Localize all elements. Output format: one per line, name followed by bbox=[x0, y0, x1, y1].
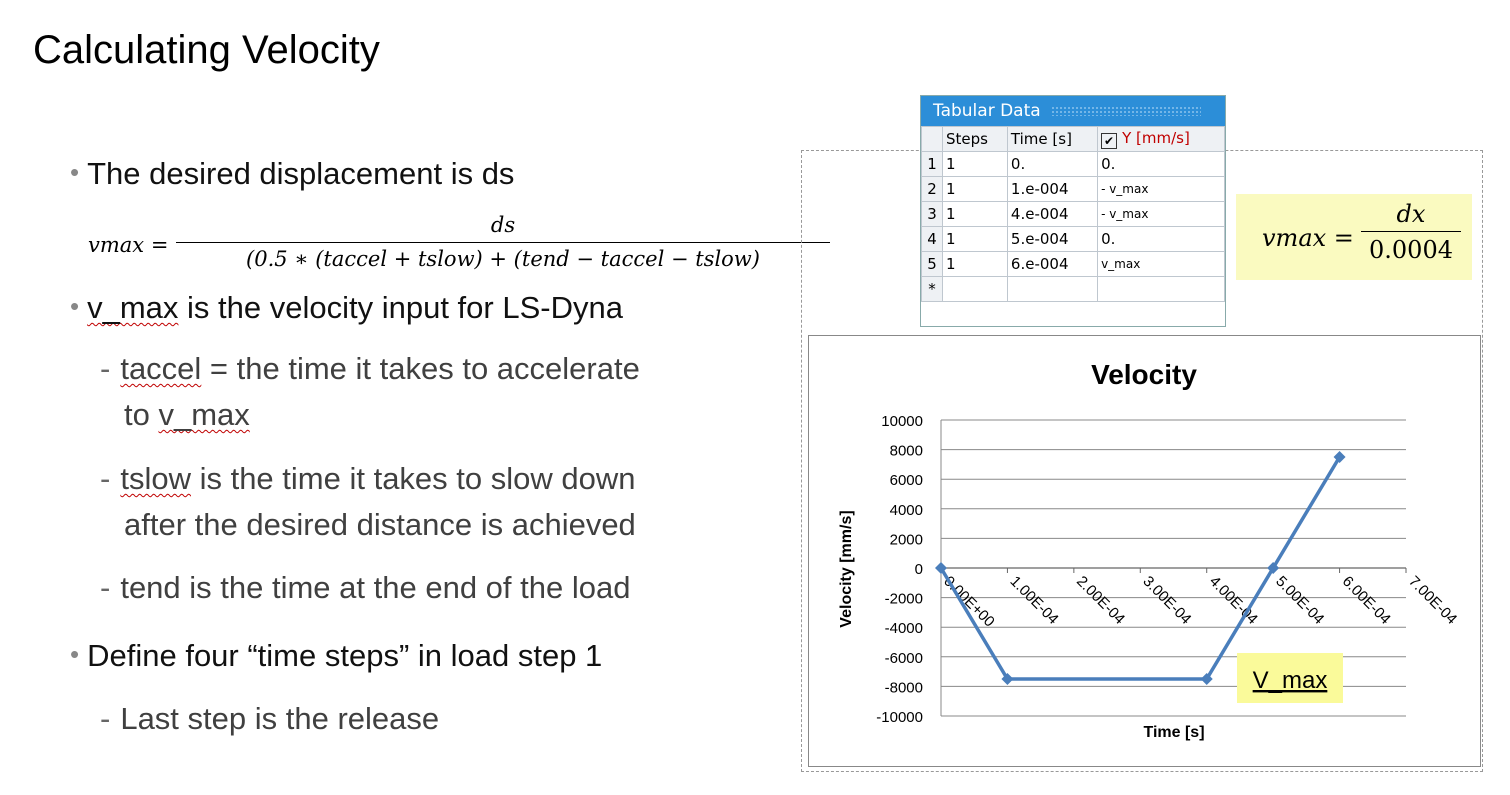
table-cell-y[interactable]: - v_max bbox=[1098, 202, 1225, 227]
velocity-chart bbox=[808, 335, 1481, 767]
new-row-marker: * bbox=[922, 277, 943, 302]
vmax-lhs: vmax = bbox=[1262, 224, 1354, 252]
table-row[interactable] bbox=[922, 227, 1225, 252]
x-tick-label: 1.00E-04 bbox=[1006, 572, 1062, 628]
table-row[interactable] bbox=[922, 152, 1225, 177]
sub-bullet-tslow: - tslow is the time it takes to slow down after the desired distance is achieved bbox=[100, 461, 636, 542]
col-header-steps[interactable]: Steps bbox=[943, 127, 1008, 152]
title-grip-pattern bbox=[1051, 106, 1201, 116]
formula-denominator: (0.5 ∗ (taccel + tslow) + (tend − taccel − tslow) bbox=[246, 247, 760, 271]
x-tick-label: 6.00E-04 bbox=[1338, 572, 1394, 628]
y-tick-label: 6000 bbox=[889, 472, 923, 490]
x-tick-label: 7.00E-04 bbox=[1405, 572, 1461, 628]
y-tick-label: 2000 bbox=[889, 531, 923, 549]
bullet-time-steps: • Define four “time steps” in load step 1 bbox=[70, 638, 603, 673]
row-number: 2 bbox=[922, 177, 943, 202]
vmax-fraction bbox=[1361, 200, 1461, 264]
table-cell-time[interactable]: 4.e-004 bbox=[1007, 202, 1097, 227]
row-number: 4 bbox=[922, 227, 943, 252]
table-cell-time[interactable]: 5.e-004 bbox=[1007, 227, 1097, 252]
tabular-data-grid bbox=[921, 126, 1225, 302]
corner-cell bbox=[922, 127, 943, 152]
table-cell-step[interactable]: 1 bbox=[943, 227, 1008, 252]
table-cell-step[interactable]: 1 bbox=[943, 152, 1008, 177]
bullet-vmax: • v_max is the velocity input for LS-Dyna bbox=[70, 290, 623, 325]
sub-bullet-tend: - tend is the time at the end of the load bbox=[100, 570, 631, 605]
x-tick-label: 4.00E-04 bbox=[1205, 572, 1261, 628]
table-cell[interactable] bbox=[1007, 277, 1097, 302]
table-cell-y[interactable]: 0. bbox=[1098, 152, 1225, 177]
table-row[interactable] bbox=[922, 202, 1225, 227]
table-cell-time[interactable]: 0. bbox=[1007, 152, 1097, 177]
chart-canvas bbox=[809, 336, 1480, 766]
table-cell-step[interactable]: 1 bbox=[943, 177, 1008, 202]
y-tick-label: 0 bbox=[914, 561, 923, 578]
x-tick-label: 0.00E+00 bbox=[940, 572, 998, 631]
row-number: 1 bbox=[922, 152, 943, 177]
table-cell-time[interactable]: 1.e-004 bbox=[1007, 177, 1097, 202]
table-cell-y[interactable]: v_max bbox=[1098, 252, 1225, 277]
chart-title: Velocity bbox=[1091, 359, 1197, 390]
y-tick-label: -2000 bbox=[884, 590, 923, 608]
formula-fraction bbox=[176, 210, 830, 271]
vmax-highlight-box bbox=[1236, 194, 1472, 280]
x-tick-label: 2.00E-04 bbox=[1073, 572, 1129, 628]
y-tick-label: 4000 bbox=[889, 501, 923, 519]
table-cell[interactable] bbox=[1098, 277, 1225, 302]
y-tick-label: -6000 bbox=[884, 649, 923, 667]
table-row[interactable] bbox=[922, 252, 1225, 277]
formula-numerator: ds bbox=[490, 213, 516, 237]
vmax-denominator: 0.0004 bbox=[1369, 236, 1453, 264]
table-cell-step[interactable]: 1 bbox=[943, 202, 1008, 227]
grid-header-row bbox=[922, 127, 1225, 152]
table-cell-step[interactable]: 1 bbox=[943, 252, 1008, 277]
y-tick-label: -8000 bbox=[884, 679, 923, 697]
row-number: 3 bbox=[922, 202, 943, 227]
y-tick-label: -10000 bbox=[876, 709, 923, 726]
sub-bullet-release: - Last step is the release bbox=[100, 701, 440, 736]
table-cell-y[interactable]: - v_max bbox=[1098, 177, 1225, 202]
formula-lhs: vmax = bbox=[88, 233, 169, 257]
table-row[interactable] bbox=[922, 177, 1225, 202]
col-header-time[interactable]: Time [s] bbox=[1007, 127, 1097, 152]
y-tick-label: 10000 bbox=[881, 413, 923, 430]
tabular-data-panel bbox=[920, 95, 1226, 327]
table-cell-time[interactable]: 6.e-004 bbox=[1007, 252, 1097, 277]
sub-bullet-taccel: - taccel = the time it takes to accelerate to v_max bbox=[100, 351, 640, 432]
col-header-y[interactable]: ✔ Y [mm/s] bbox=[1098, 127, 1225, 152]
x-tick-label: 5.00E-04 bbox=[1272, 572, 1328, 628]
x-axis-title: Time [s] bbox=[1143, 724, 1205, 741]
fraction-bar bbox=[176, 242, 830, 243]
vmax-numerator: dx bbox=[1396, 200, 1426, 228]
y-axis-title: Velocity [mm/s] bbox=[838, 510, 855, 628]
y-tick-label: 8000 bbox=[889, 442, 923, 460]
new-row[interactable] bbox=[922, 277, 1225, 302]
y-tick-label: -4000 bbox=[884, 620, 923, 638]
bullet-displacement: • The desired displacement is ds bbox=[70, 156, 515, 191]
fraction-bar bbox=[1361, 231, 1461, 232]
row-number: 5 bbox=[922, 252, 943, 277]
table-cell[interactable] bbox=[943, 277, 1008, 302]
vmax-annotation-label: V_max bbox=[1252, 667, 1328, 694]
tabular-data-header: Tabular Data bbox=[921, 96, 1225, 126]
table-cell-y[interactable]: 0. bbox=[1098, 227, 1225, 252]
x-tick-label: 3.00E-04 bbox=[1139, 572, 1195, 628]
slide-title: Calculating Velocity bbox=[33, 28, 380, 72]
y-column-checkbox[interactable]: ✔ bbox=[1101, 133, 1117, 149]
